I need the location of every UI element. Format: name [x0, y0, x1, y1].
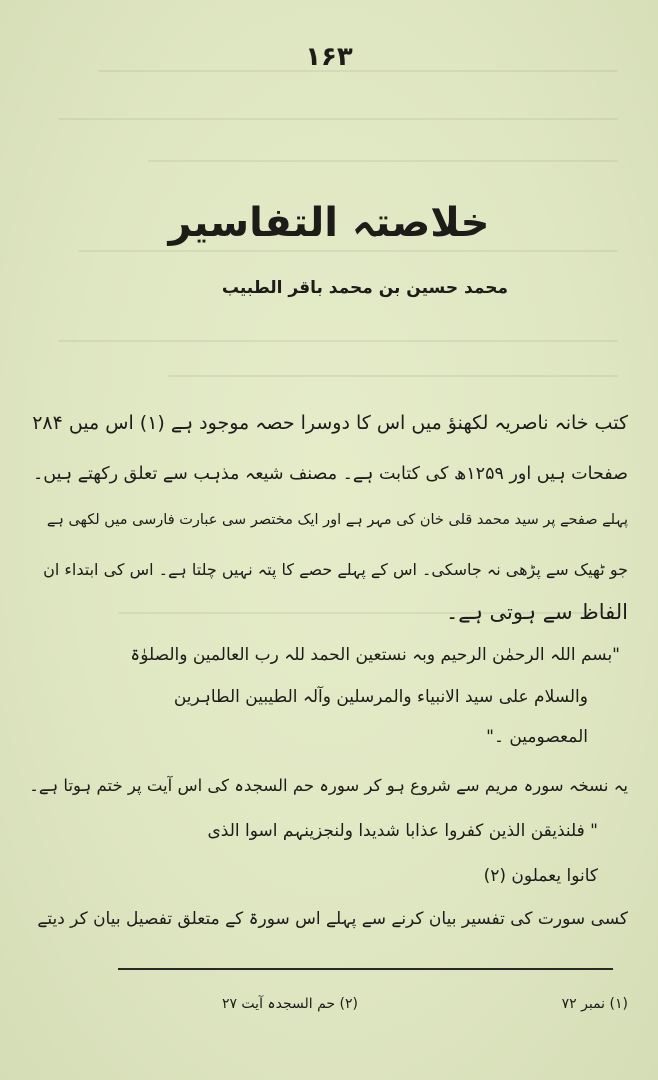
quote-line: کانوا یعملون (۲) — [483, 866, 598, 886]
quote-line: "بسم اللہ الرحمٰن الرحیم وبہ نستعین الحمد للہ رب العالمین والصلوٰۃ — [130, 645, 620, 665]
bleed-through-line — [168, 375, 618, 377]
body-line: کتب خانہ ناصریہ لکھنؤ میں اس کا دوسرا حصہ موجود ہے (۱) اس میں ۲۸۴ — [32, 412, 628, 434]
body-line: جو ٹھیک سے پڑھی نہ جاسکی۔ اس کے پہلے حصے کا پتہ نہیں چلتا ہے۔ اس کی ابتداء ان — [43, 560, 628, 579]
quote-line: المعصومین ۔" — [486, 727, 588, 747]
bleed-through-line — [78, 250, 618, 252]
bleed-through-line — [58, 118, 618, 120]
footnote-2: (۲) حم السجدہ آیت ۲۷ — [221, 996, 358, 1012]
body-line: الفاظ سے ہوتی ہے۔ — [445, 600, 628, 624]
chapter-title: خلاصتہ التفاسیر — [168, 200, 490, 246]
body-line: کسی سورت کی تفسیر بیان کرنے سے پہلے اس سورۃ کے متعلق تفصیل بیان کر دیتے — [37, 909, 628, 929]
quote-line: والسلام علی سید الانبیاء والمرسلین وآلہ الطیبین الطاہرین — [173, 687, 588, 707]
bleed-through-line — [148, 160, 618, 162]
page-number: ۱۶۳ — [305, 42, 353, 72]
body-line: یہ نسخہ سورہ مریم سے شروع ہو کر سورہ حم السجدہ کی اس آیت پر ختم ہوتا ہے۔ — [29, 776, 628, 795]
quote-line: " فلنذیقن الذین کفروا عذابا شدیدا ولنجزینہم اسوا الذی — [207, 821, 598, 841]
footnote-1: (۱) نمبر ۷۲ — [561, 996, 628, 1012]
footnote-divider — [118, 968, 613, 970]
author-name: محمد حسین بن محمد باقر الطبیب — [221, 278, 508, 298]
body-line: پہلے صفحے پر سید محمد قلی خان کی مہر ہے اور ایک مختصر سی عبارت فارسی میں لکھی ہے — [46, 512, 628, 528]
bleed-through-line — [58, 340, 618, 342]
body-line: صفحات ہیں اور ۱۲۵۹ھ کی کتابت ہے۔ مصنف شیعہ مذہب سے تعلق رکھتے ہیں۔ — [33, 464, 628, 484]
